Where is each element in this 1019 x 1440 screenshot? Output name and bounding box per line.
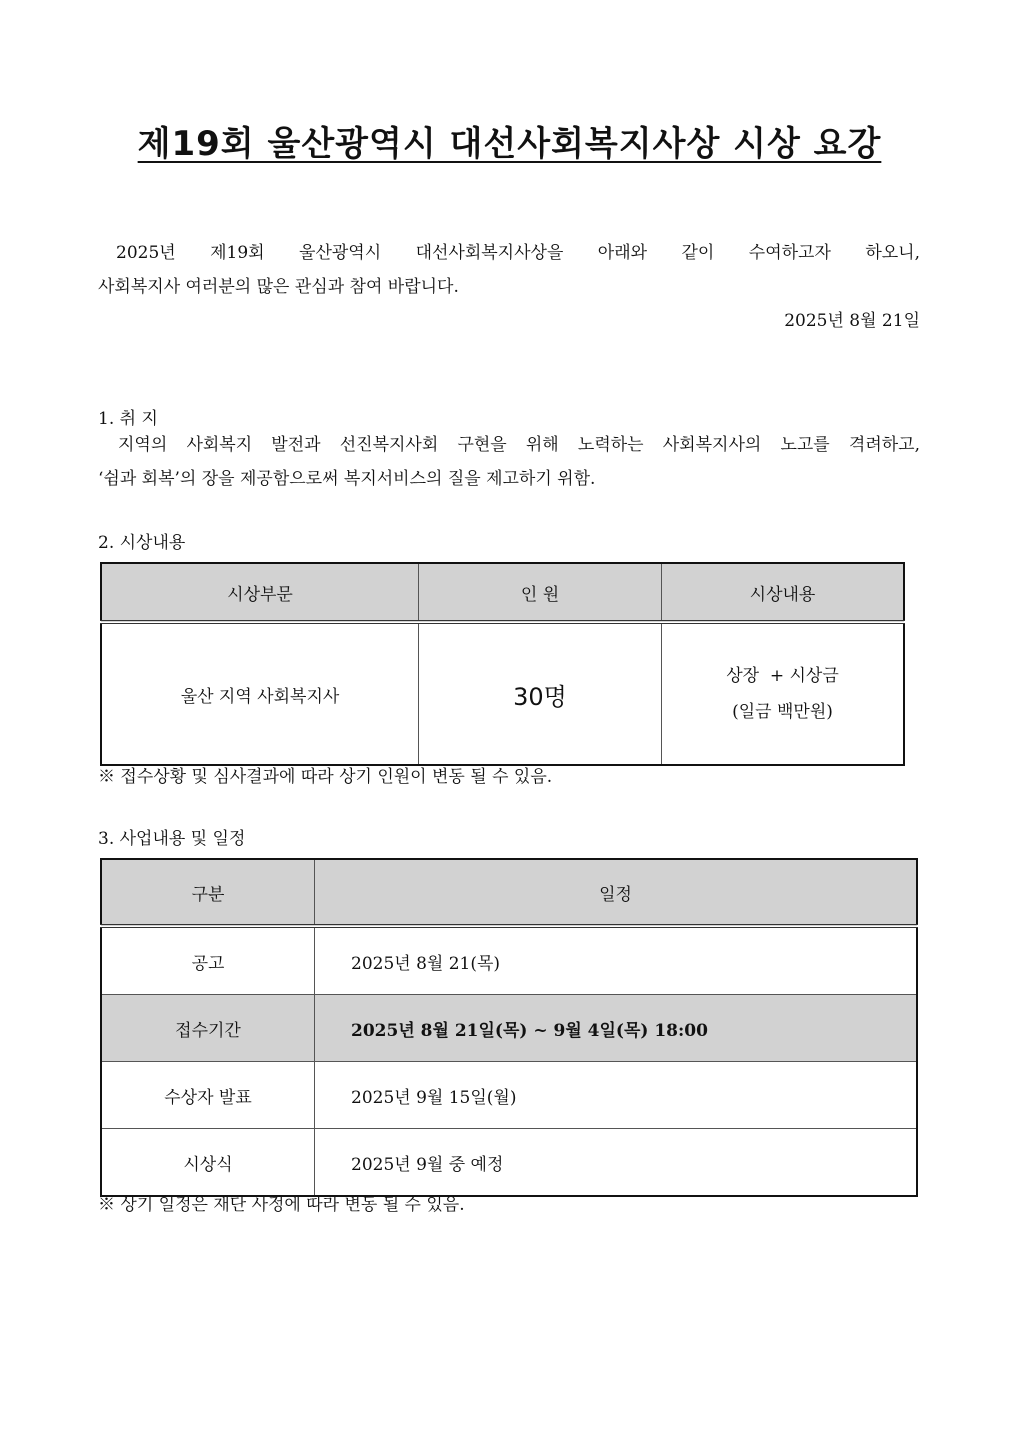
header-award: 시상내용	[662, 563, 905, 622]
schedule-label: 시상식	[101, 1129, 315, 1197]
award-category: 울산 지역 사회복지사	[101, 622, 419, 765]
schedule-label: 접수기간	[101, 995, 315, 1062]
header-schedule: 일정	[315, 859, 918, 926]
schedule-row	[101, 1129, 917, 1197]
intro-line-1: 2025년 제19회 울산광역시 대선사회복지사상을 아래와 같이 수여하고자 하오니,	[116, 243, 920, 263]
schedule-row	[101, 926, 917, 995]
header-division: 구분	[101, 859, 315, 926]
schedule-row-highlighted	[101, 995, 917, 1062]
award-note: ※ 접수상황 및 심사결과에 따라 상기 인원이 변동 될 수 있음.	[98, 767, 553, 787]
document-date: 2025년 8월 21일	[784, 311, 920, 331]
schedule-table-header-row	[101, 859, 917, 926]
award-content-cell	[662, 622, 905, 765]
award-count: 30명	[513, 682, 567, 711]
schedule-row	[101, 1062, 917, 1129]
schedule-date: 2025년 9월 중 예정	[351, 1154, 504, 1175]
schedule-date: 2025년 9월 15일(월)	[315, 1062, 918, 1129]
header-count: 인 원	[419, 563, 662, 622]
award-content-line-1: 상장 + 시상금	[726, 666, 839, 686]
section3-heading: 3. 사업내용 및 일정	[98, 829, 246, 849]
document-title: 제19회 울산광역시 대선사회복지사상 시상 요강	[137, 124, 882, 164]
section2-heading: 2. 시상내용	[98, 533, 186, 553]
award-table-row	[101, 622, 904, 765]
schedule-note: ※ 상기 일정은 재단 사정에 따라 변동 될 수 있음.	[98, 1195, 465, 1215]
header-category: 시상부문	[101, 563, 419, 622]
schedule-date: 2025년 8월 21일(목) ~ 9월 4일(목) 18:00	[315, 995, 918, 1062]
section1-line-1: 지역의 사회복지 발전과 선진복지사회 구현을 위해 노력하는 사회복지사의 노고를 격려하고,	[118, 435, 920, 455]
section1-heading: 1. 취 지	[98, 409, 158, 429]
intro-line-2: 사회복지사 여러분의 많은 관심과 참여 바랍니다.	[98, 277, 459, 297]
schedule-date: 2025년 8월 21(목)	[315, 926, 918, 995]
award-table	[100, 562, 905, 766]
schedule-label: 공고	[101, 926, 315, 995]
schedule-table	[100, 858, 918, 1197]
award-count-cell	[419, 622, 662, 765]
schedule-label: 수상자 발표	[101, 1062, 315, 1129]
section1-line-2: ‘쉼과 회복’의 장을 제공함으로써 복지서비스의 질을 제고하기 위함.	[98, 469, 596, 489]
award-table-header-row	[101, 563, 904, 622]
award-content-line-2: (일금 백만원)	[732, 702, 833, 722]
